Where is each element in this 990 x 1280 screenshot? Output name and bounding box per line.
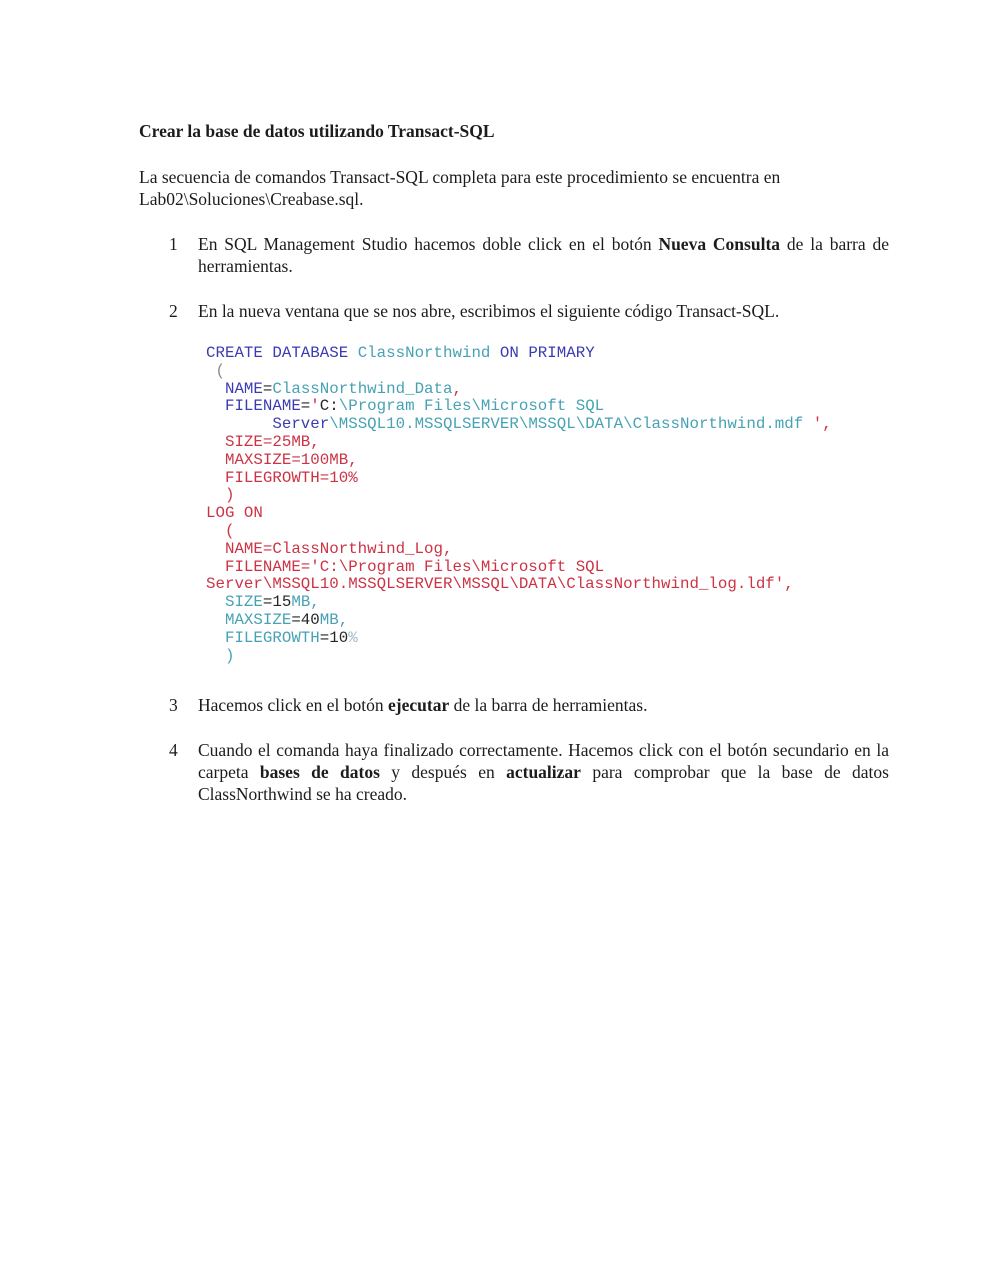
- code-token: NAME: [206, 379, 263, 398]
- document-content: [139, 121, 889, 828]
- code-line: [206, 576, 889, 594]
- code-token: %: [348, 628, 358, 647]
- code-token: MB,: [319, 610, 349, 629]
- code-token: =: [262, 379, 273, 398]
- code-line: [206, 452, 889, 470]
- code-token: FILENAME: [206, 397, 301, 416]
- step-3: [139, 694, 889, 716]
- step-3-text-post: de la barra de herramientas.: [449, 695, 648, 716]
- code-token: CREATE DATABASE: [206, 344, 358, 362]
- code-token: =10: [319, 628, 349, 647]
- code-token: (: [206, 521, 235, 540]
- step-4-text: [198, 739, 889, 805]
- code-token: =: [300, 397, 311, 416]
- step-2-text-body: En la nueva ventana que se nos abre, escribimos el siguiente código Transact-SQL.: [198, 301, 780, 321]
- code-token: LOG ON: [206, 504, 263, 523]
- code-token: ): [206, 646, 235, 665]
- code-token: ON PRIMARY: [499, 344, 595, 362]
- step-4: [139, 739, 889, 805]
- step-1-number: 1: [169, 234, 178, 254]
- step-1-text-pre: En SQL Management Studio hacemos doble click en el botón: [198, 234, 659, 254]
- code-token: \Program Files\Microsoft SQL: [338, 397, 605, 416]
- step-1: [139, 233, 889, 277]
- intro-paragraph: La secuencia de comandos Transact-SQL completa para este procedimiento se encuentra en Lab02\Soluciones\Creabase.sql.: [139, 167, 781, 209]
- code-line: [206, 363, 889, 381]
- code-token: ',: [812, 415, 832, 434]
- code-line: [206, 416, 889, 434]
- step-2-text: [198, 300, 889, 322]
- code-token: FILEGROWTH: [206, 628, 320, 647]
- step-3-text-pre: Hacemos click en el botón: [198, 695, 389, 716]
- code-line: [206, 612, 889, 630]
- code-line: [206, 345, 889, 363]
- code-token: MAXSIZE: [206, 610, 292, 629]
- page-title: Crear la base de datos utilizando Transact-SQL: [139, 121, 495, 141]
- code-token: C:: [319, 397, 339, 416]
- code-token: SIZE=25MB,: [206, 432, 320, 451]
- code-token: =40: [291, 610, 320, 629]
- code-token: ): [206, 486, 235, 505]
- code-line: [206, 381, 889, 399]
- sql-code-block: [206, 345, 889, 665]
- step-4-bold-actualizar: actualizar: [506, 762, 581, 783]
- code-token: SIZE: [206, 593, 263, 612]
- code-token: ClassNorthwind: [357, 344, 500, 362]
- step-4-bold-bases-de-datos: bases de datos: [259, 762, 380, 783]
- code-token: (: [206, 361, 225, 380]
- step-3-text: [198, 694, 889, 716]
- code-token: Server\MSSQL10.MSSQLSERVER\MSSQL\DATA\ClassNorthwind_log.ldf',: [206, 575, 794, 594]
- code-line: [206, 630, 889, 648]
- code-line: [206, 559, 889, 577]
- code-line: [206, 470, 889, 488]
- code-token: \MSSQL10.MSSQLSERVER\MSSQL\DATA\ClassNorthwind.mdf: [329, 415, 813, 434]
- step-1-text: [198, 233, 889, 277]
- code-line: [206, 487, 889, 505]
- step-3-number: 3: [169, 695, 178, 716]
- code-token: ': [310, 397, 320, 416]
- code-token: =15: [262, 593, 292, 612]
- code-line: [206, 398, 889, 416]
- code-line: [206, 648, 889, 666]
- step-4-text-mid: y después en: [379, 762, 507, 783]
- code-line: [206, 434, 889, 452]
- code-token: ,: [452, 379, 462, 398]
- step-1-text-post: de la barra de herramientas.: [198, 234, 889, 276]
- step-4-text-pre: Cuando el comanda haya finalizado correctamente. Hacemos click con el botón secundario en la carpeta: [198, 740, 889, 783]
- code-token: MAXSIZE=100MB,: [206, 450, 358, 469]
- code-line: [206, 541, 889, 559]
- step-4-text-post: para comprobar que la base de datos ClassNorthwind se ha creado.: [198, 762, 889, 805]
- code-line: [206, 505, 889, 523]
- code-token: Server: [206, 415, 330, 434]
- step-1-bold-nueva-consulta: Nueva Consulta: [658, 234, 781, 254]
- step-4-number: 4: [169, 740, 178, 761]
- code-token: ClassNorthwind_Data: [272, 379, 453, 398]
- step-2: [139, 300, 889, 322]
- code-token: FILEGROWTH=10%: [206, 468, 358, 487]
- step-3-bold-ejecutar: ejecutar: [388, 695, 450, 716]
- code-line: [206, 594, 889, 612]
- step-2-number: 2: [169, 301, 178, 321]
- code-token: MB,: [291, 593, 320, 612]
- code-line: [206, 523, 889, 541]
- code-token: FILENAME='C:\Program Files\Microsoft SQL: [206, 557, 605, 576]
- code-token: NAME=ClassNorthwind_Log,: [206, 539, 453, 558]
